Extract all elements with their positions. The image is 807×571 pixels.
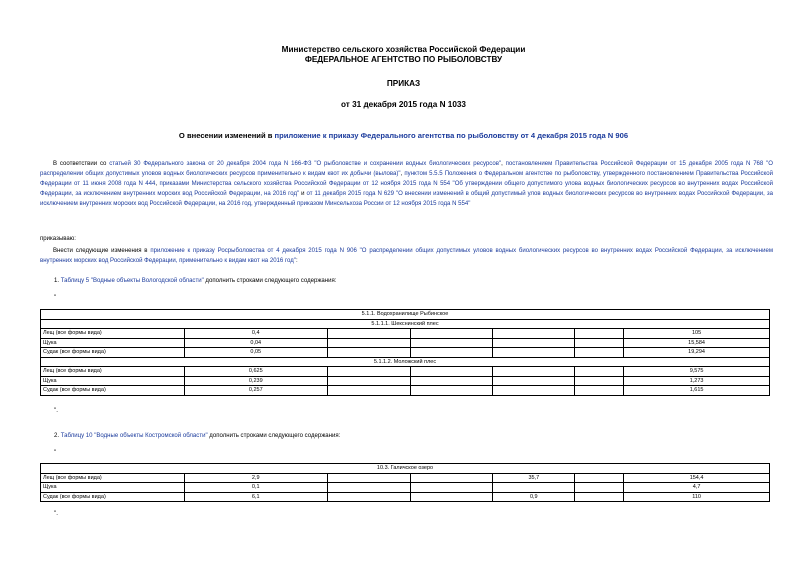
law-link[interactable]: статьей 30 Федерального закона от 20 декабря 2004 года N 166-ФЗ "О рыболовстве и сохранении водных биологических ресурсов": [109, 161, 502, 167]
table-row: [41, 386, 770, 396]
table-vologda: [40, 309, 770, 396]
value-cell: 35,7: [493, 473, 575, 483]
ministry-name: Министерство сельского хозяйства Российской Федерации: [281, 45, 526, 54]
text: дополнить строками следующего содержания:: [203, 278, 337, 284]
value-cell: 6,1: [184, 492, 327, 502]
quote-close: ".: [54, 407, 58, 414]
table-row: [41, 464, 770, 474]
order-629-link[interactable]: от 11 декабря 2015 года N 629 "О внесении изменений в общий допустимый улов водных биологических ресурсов во внутренних водах Российской Федерации, за исключением внутренних морских вод Российской Федерации, на 2016 год, утвержденный приказом Минсельхоза России от 12 ноября 2015 года N 554": [40, 191, 773, 208]
table-5-link[interactable]: Таблицу 5 "Водные объекты Вологодской области": [60, 278, 204, 284]
table-row: [41, 492, 770, 502]
table-row: [41, 367, 770, 377]
value-cell: 9,575: [624, 367, 770, 377]
species-cell: Лещ (все формы вида): [41, 473, 185, 483]
quote-open: ": [54, 294, 57, 301]
text: В соответствии со: [53, 161, 110, 167]
value-cell: 4,7: [624, 483, 770, 493]
section-cell: 10.3. Галичское озеро: [41, 464, 770, 474]
section-cell: 5.1.1. Водохранилище Рыбинское: [41, 310, 770, 320]
value-cell: 0,625: [184, 367, 327, 377]
table-kostroma: [40, 463, 770, 502]
value-cell: 0,257: [184, 386, 327, 396]
regulation-link[interactable]: пунктом 5.5.5 Положения о Федеральном агентстве по рыболовству, утвержденного постановлением Правительства Российской Федерации от 11 июня 2008 года N 444: [40, 171, 773, 188]
text: дополнить строками следующего содержания:: [207, 433, 341, 439]
value-cell: 0,05: [184, 348, 327, 358]
text: 1.: [54, 278, 61, 284]
order-906-link[interactable]: приложение к приказу Росрыболовства от 4 декабря 2015 года N 906 "О распределении общих допустимых уловов водных биологических ресурсов во внутренних водах Российской Федерации, за исключением внутренних морских вод Российской Федерации, применительно к видам квот на 2016 год": [40, 248, 773, 265]
item-1: [54, 276, 754, 286]
value-cell: 105: [624, 329, 770, 339]
preamble-paragraph: [40, 159, 773, 209]
value-cell: 0,9: [493, 492, 575, 502]
table-10-link[interactable]: Таблицу 10 "Водные объекты Костромской области": [60, 433, 208, 439]
title-link[interactable]: приложение к приказу Федерального агентства по рыболовству от 4 декабря 2015 года N 906: [274, 131, 629, 140]
quote-open: ": [54, 449, 57, 456]
species-cell: Лещ (все формы вида): [41, 329, 185, 339]
value-cell: [493, 483, 575, 493]
value-cell: 154,4: [624, 473, 770, 483]
text: и: [299, 191, 307, 198]
table-row: [41, 329, 770, 339]
value-cell: 110: [624, 492, 770, 502]
quote-close: ".: [54, 510, 58, 517]
species-cell: Щука: [41, 376, 185, 386]
table-row: [41, 357, 770, 367]
value-cell: 0,239: [184, 376, 327, 386]
table-row: [41, 483, 770, 493]
subsection-cell: 5.1.1.1. Шекснинский плес: [41, 319, 770, 329]
value-cell: 0,1: [184, 483, 327, 493]
text: ,: [155, 181, 160, 188]
table-row: [41, 473, 770, 483]
order-word: приказываю:: [40, 236, 76, 242]
text: ,: [400, 171, 405, 178]
document-date: от 31 декабря 2015 года N 1033: [341, 100, 466, 109]
resolution-link[interactable]: постановлением Правительства Российской Федерации от 15 декабря 2005 года N 768 "О распределении общих допустимых уловов водных биологических ресурсов применительно к видам квот их добычи (вылова)": [40, 161, 773, 178]
species-cell: Щука: [41, 338, 185, 348]
order-554-link[interactable]: приказами Министерства сельского хозяйства Российской Федерации от 12 ноября 2015 года N 554 "Об утверждении общего допустимого улова водных биологических ресурсов во внутренних водах Российской Федерации, за исключением внутренних морских вод Российской Федерации, на 2016 год": [40, 181, 773, 198]
value-cell: 1,615: [624, 386, 770, 396]
text: 2.: [54, 433, 61, 439]
value-cell: 2,9: [184, 473, 327, 483]
title-prefix: О внесении изменений в: [178, 131, 275, 140]
changes-paragraph: [40, 246, 773, 266]
value-cell: 0,04: [184, 338, 327, 348]
value-cell: 0,4: [184, 329, 327, 339]
value-cell: 19,294: [624, 348, 770, 358]
table-row: [41, 310, 770, 320]
species-cell: Судак (все формы вида): [41, 492, 185, 502]
species-cell: Щука: [41, 483, 185, 493]
subsection-cell: 5.1.1.2. Моложский плес: [41, 357, 770, 367]
text: Внести следующие изменения в: [53, 248, 151, 254]
table-row: [41, 348, 770, 358]
species-cell: Судак (все формы вида): [41, 348, 185, 358]
value-cell: 15,584: [624, 338, 770, 348]
text: :: [295, 258, 298, 265]
text: ,: [501, 161, 506, 167]
species-cell: Судак (все формы вида): [41, 386, 185, 396]
table-row: [41, 338, 770, 348]
table-row: [41, 319, 770, 329]
document-type: ПРИКАЗ: [386, 79, 421, 88]
document-title: [0, 131, 807, 140]
table-row: [41, 376, 770, 386]
item-2: [54, 431, 754, 441]
agency-name: ФЕДЕРАЛЬНОЕ АГЕНТСТВО ПО РЫБОЛОВСТВУ: [304, 55, 503, 64]
value-cell: 1,273: [624, 376, 770, 386]
species-cell: Лещ (все формы вида): [41, 367, 185, 377]
